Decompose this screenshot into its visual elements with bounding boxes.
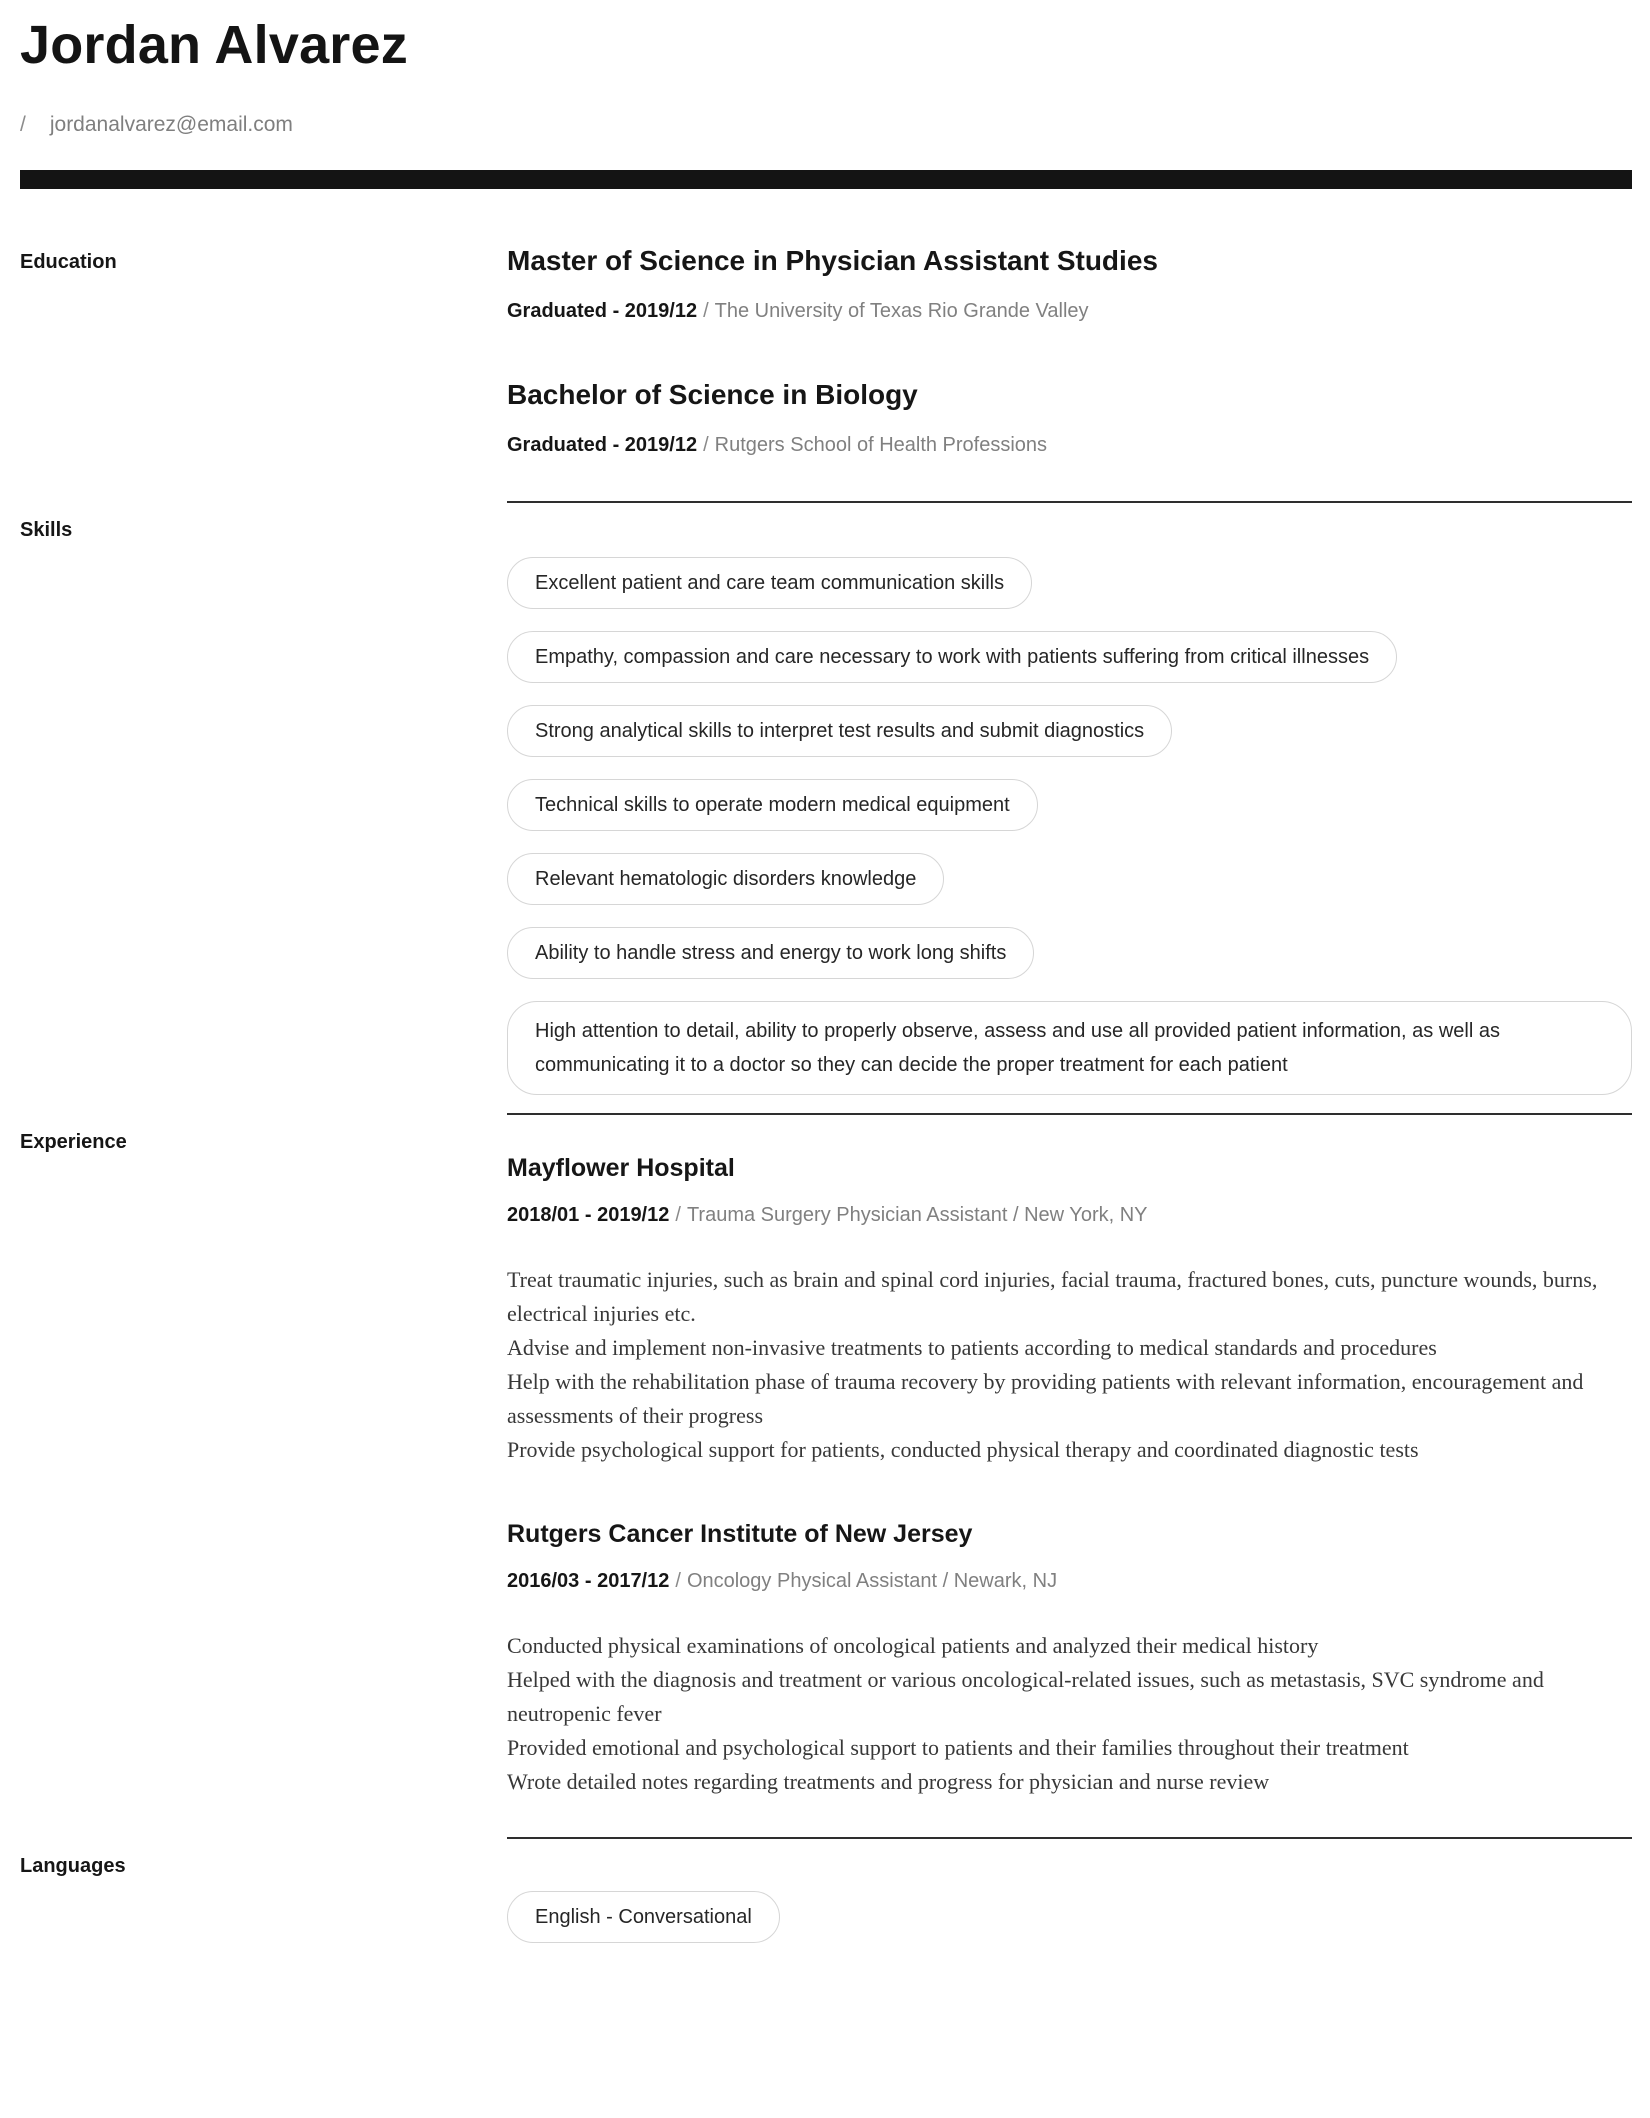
- section-label-languages: Languages: [20, 1855, 126, 1877]
- separator: /: [675, 1204, 681, 1226]
- section-label-skills: Skills: [20, 519, 73, 541]
- section-label-experience: Experience: [20, 1131, 127, 1153]
- education-content: [507, 245, 1632, 457]
- job-meta: [507, 1569, 1632, 1593]
- separator: /: [703, 434, 709, 456]
- education-meta: [507, 299, 1632, 323]
- person-name: Jordan Alvarez: [20, 15, 408, 75]
- company-name: Mayflower Hospital: [507, 1154, 735, 1182]
- degree-title: Master of Science in Physician Assistant Studies: [507, 245, 1158, 276]
- skill-pill: Strong analytical skills to interpret test results and submit diagnostics: [507, 705, 1172, 757]
- degree-title: Bachelor of Science in Biology: [507, 379, 918, 410]
- section-experience: [20, 1115, 1632, 1799]
- job-role-location: Oncology Physical Assistant / Newark, NJ: [686, 1570, 1058, 1592]
- section-education: [20, 245, 1632, 457]
- language-pill: English - Conversational: [507, 1891, 780, 1943]
- skill-pill: Relevant hematologic disorders knowledge: [507, 853, 944, 905]
- skill-pill: High attention to detail, ability to properly observe, assess and use all provided patient information, as well as communicating it to a doctor so they can decide the proper treatment for each patient: [507, 1001, 1632, 1095]
- job-description-line: Help with the rehabilitation phase of trauma recovery by providing patients with relevant information, encouragement and assessments of their progress: [507, 1369, 1584, 1428]
- experience-item: [507, 1153, 1632, 1467]
- header-divider-bar: [20, 170, 1632, 189]
- separator: /: [675, 1570, 681, 1592]
- section-label-education: Education: [20, 251, 117, 273]
- job-description: [507, 1629, 1632, 1799]
- email-text: jordanalvarez@email.com: [49, 113, 293, 136]
- job-description-line: Provided emotional and psychological support to patients and their families throughout their treatment: [507, 1735, 1409, 1760]
- skill-pill: Empathy, compassion and care necessary to work with patients suffering from critical illnesses: [507, 631, 1397, 683]
- section-languages: [20, 1839, 1632, 1965]
- skill-pill: Excellent patient and care team communication skills: [507, 557, 1032, 609]
- section-skills: [20, 503, 1632, 1095]
- job-role-location: Trauma Surgery Physician Assistant / New York, NY: [686, 1204, 1148, 1226]
- graduation-date: Graduated - 2019/12: [507, 300, 698, 322]
- experience-content: [507, 1115, 1632, 1799]
- job-description: [507, 1263, 1632, 1467]
- contact-row: [20, 112, 1632, 138]
- graduation-date: Graduated - 2019/12: [507, 434, 698, 456]
- job-dates: 2016/03 - 2017/12: [507, 1570, 670, 1592]
- job-meta: [507, 1203, 1632, 1227]
- company-name: Rutgers Cancer Institute of New Jersey: [507, 1520, 973, 1548]
- email-icon: /: [20, 113, 26, 136]
- skills-content: [507, 503, 1632, 1095]
- job-description-line: Advise and implement non-invasive treatments to patients according to medical standards and procedures: [507, 1335, 1437, 1360]
- job-description-line: Conducted physical examinations of oncological patients and analyzed their medical history: [507, 1633, 1319, 1658]
- school-name: Rutgers School of Health Professions: [714, 434, 1048, 456]
- resume-body: [20, 245, 1632, 1965]
- languages-content: [507, 1839, 1632, 1965]
- experience-item: [507, 1519, 1632, 1799]
- job-description-line: Treat traumatic injuries, such as brain and spinal cord injuries, facial trauma, fractured bones, cuts, puncture wounds, burns, electrical injuries etc.: [507, 1267, 1598, 1326]
- skill-pill: Ability to handle stress and energy to work long shifts: [507, 927, 1034, 979]
- job-dates: 2018/01 - 2019/12: [507, 1204, 670, 1226]
- education-item: [507, 245, 1632, 323]
- education-meta: [507, 433, 1632, 457]
- job-description-line: Helped with the diagnosis and treatment or various oncological-related issues, such as metastasis, SVC syndrome and neutropenic fever: [507, 1667, 1544, 1726]
- education-item: [507, 379, 1632, 457]
- resume-header: [20, 14, 1632, 189]
- skill-pill: Technical skills to operate modern medical equipment: [507, 779, 1038, 831]
- separator: /: [703, 300, 709, 322]
- job-description-line: Wrote detailed notes regarding treatments and progress for physician and nurse review: [507, 1769, 1270, 1794]
- resume-page: [0, 14, 1650, 1965]
- job-description-line: Provide psychological support for patients, conducted physical therapy and coordinated diagnostic tests: [507, 1437, 1419, 1462]
- school-name: The University of Texas Rio Grande Valley: [714, 300, 1089, 322]
